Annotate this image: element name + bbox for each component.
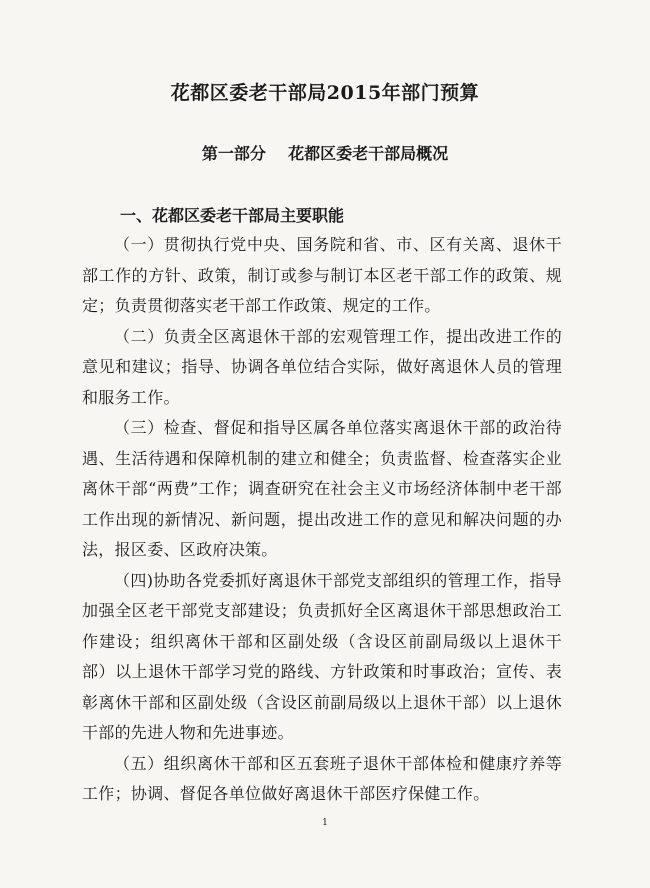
paragraph-1: （一）贯彻执行党中央、国务院和省、市、区有关离、退休干部工作的方针、政策，制订或参与制订本区老干部工作的政策、规定；负责贯彻落实老干部工作政策、规定的工作。	[82, 235, 562, 315]
document-body	[82, 230, 562, 810]
part-title: 第一部分 花都区委老干部局概况	[201, 144, 449, 163]
paragraph-3: （三）检查、督促和指导区属各单位落实离退休干部的政治待遇、生活待遇和保障机制的建立和健全；负责监督、检查落实企业离休干部“两费”工作；调查研究在社会主义市场经济体制中老干部工作出现的新情况、新问题，提出改进工作的意见和解决问题的办法，报区委、区政府决策。	[82, 418, 562, 559]
paragraph-5: （五）组织离休干部和区五套班子退休干部体检和健康疗养等工作；协调、督促各单位做好离退休干部医疗保健工作。	[82, 753, 562, 803]
paragraph-2: （二）负责全区离退休干部的宏观管理工作，提出改进工作的意见和建议；指导、协调各单位结合实际，做好离退休人员的管理和服务工作。	[82, 326, 562, 407]
document-title: 花都区委老干部局2015年部门预算	[170, 82, 480, 104]
page-number: 1	[322, 818, 328, 828]
paragraph-4: （四)协助各党委抓好离退休干部党支部组织的管理工作，指导加强全区老干部党支部建设；负责抓好全区离退休干部思想政治工作建设；组织离休干部和区副处级（含设区前副局级以上退休干部）以上退休干部学习党的路线、方针政策和时事政治；宣传、表彰离休干部和区副处级（含设区前副局级以上退休干部）以上退休干部的先进人物和先进事迹。	[82, 570, 562, 742]
section-heading: 一、花都区委老干部局主要职能	[120, 206, 345, 225]
